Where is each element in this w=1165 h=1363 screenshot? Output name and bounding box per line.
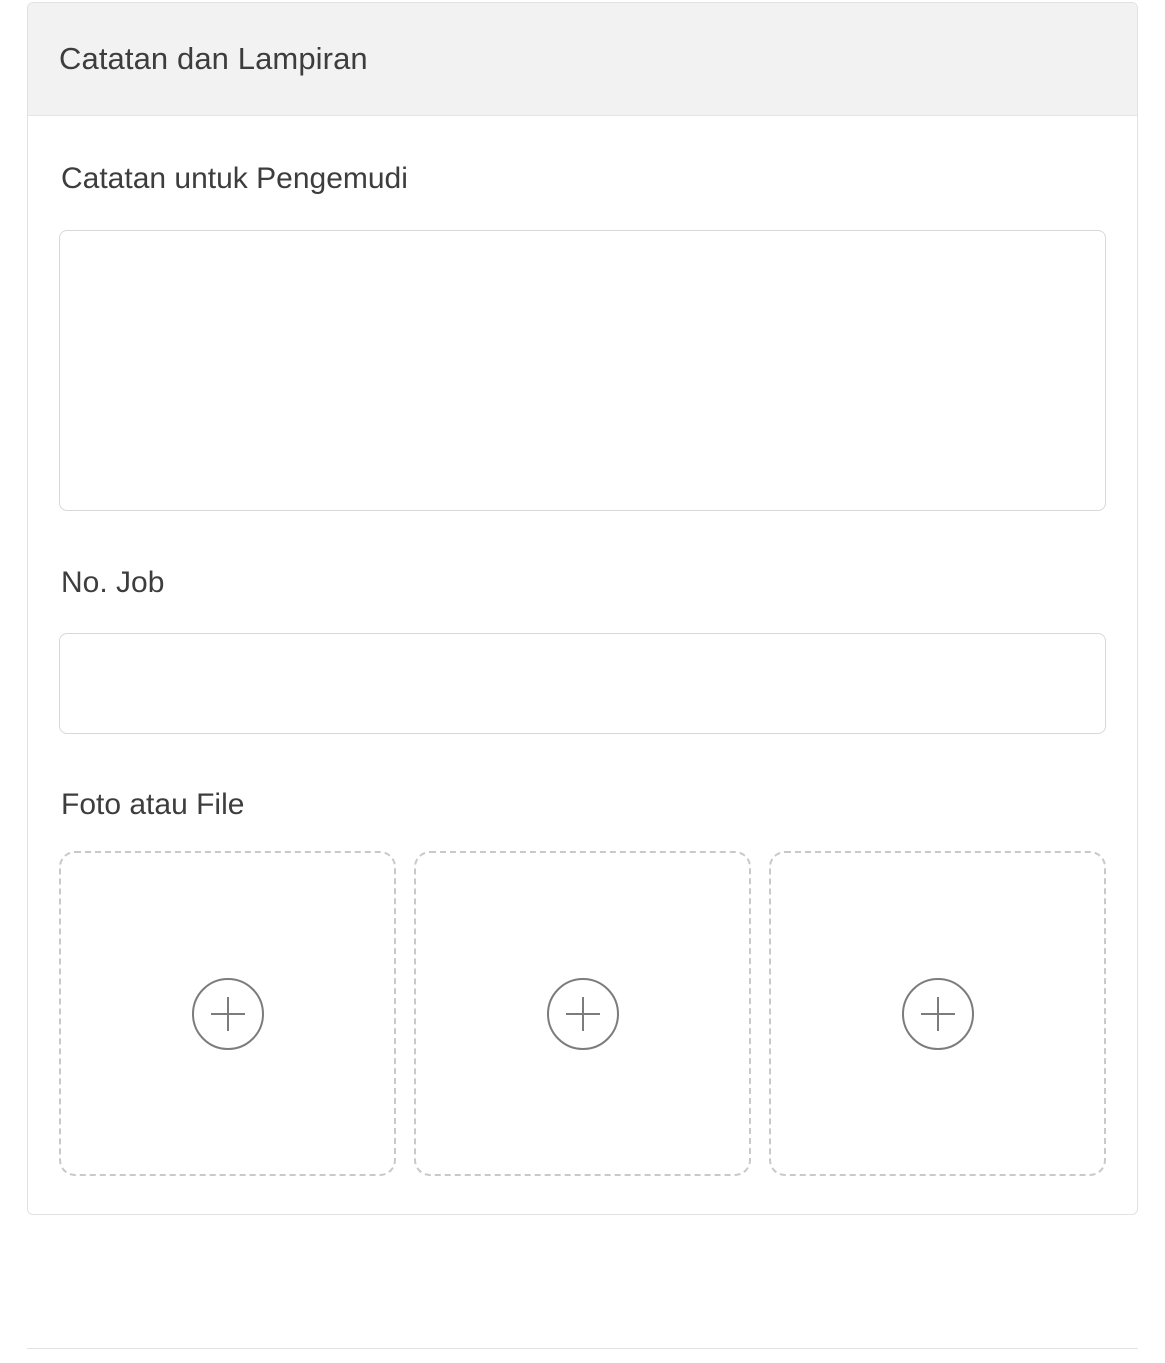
card-body: [28, 116, 1137, 1214]
note-field-label: Catatan untuk Pengemudi: [61, 162, 408, 195]
plus-icon: [192, 978, 264, 1050]
plus-icon: [547, 978, 619, 1050]
plus-icon: [902, 978, 974, 1050]
upload-slot-1[interactable]: [59, 851, 396, 1176]
job-number-label: No. Job: [61, 566, 165, 599]
note-textarea[interactable]: [59, 230, 1106, 511]
card-header: [28, 3, 1137, 116]
catatan-dan-lampiran-card: [27, 2, 1138, 1215]
upload-slot-list: [59, 851, 1106, 1176]
upload-slot-3[interactable]: [769, 851, 1106, 1176]
job-number-input[interactable]: [59, 633, 1106, 734]
upload-slot-2[interactable]: [414, 851, 751, 1176]
attachments-label: Foto atau File: [61, 788, 245, 821]
bottom-divider: [27, 1348, 1138, 1349]
card-title: Catatan dan Lampiran: [59, 41, 368, 76]
